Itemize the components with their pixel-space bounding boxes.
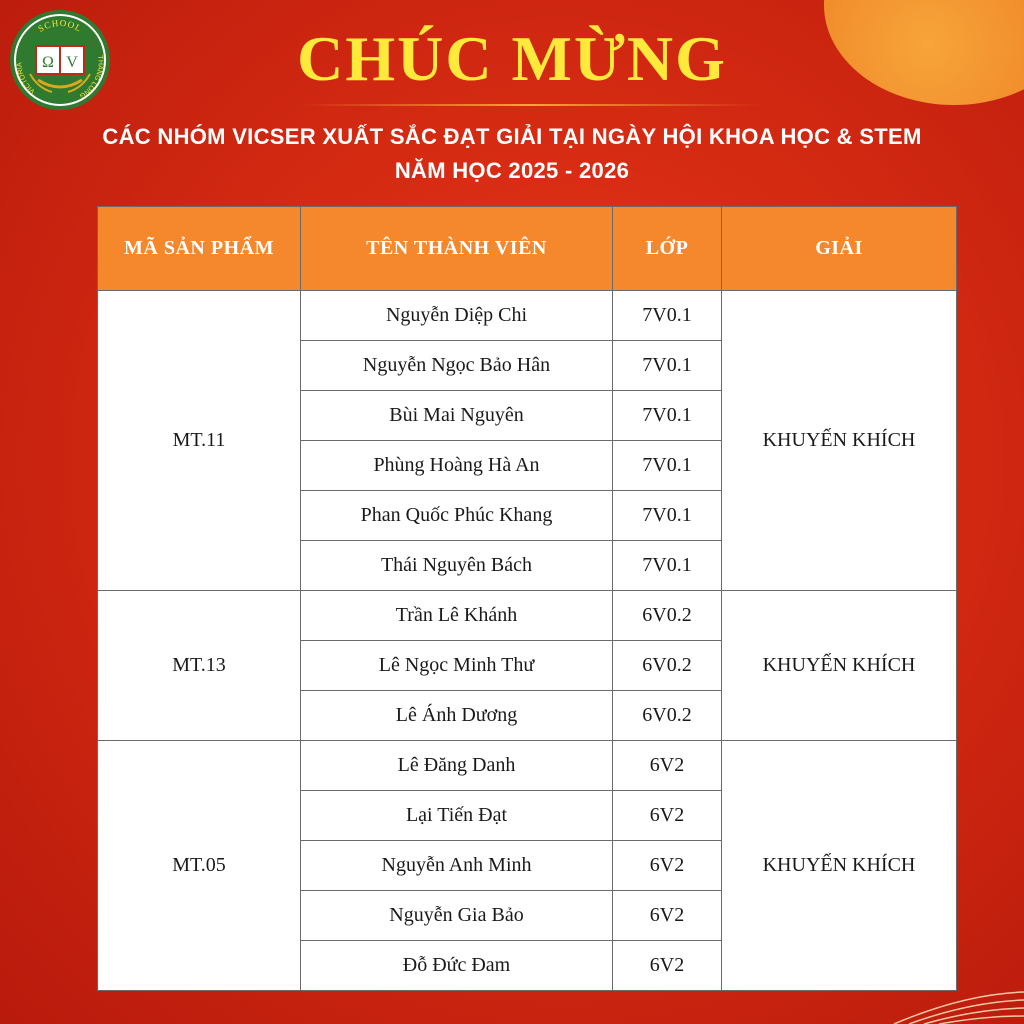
table-row bbox=[98, 741, 957, 791]
member-name-cell: Nguyễn Anh Minh bbox=[301, 841, 613, 891]
member-name-cell: Thái Nguyên Bách bbox=[301, 541, 613, 591]
column-header-member-name: TÊN THÀNH VIÊN bbox=[301, 207, 613, 291]
class-cell: 7V0.1 bbox=[613, 441, 722, 491]
class-cell: 6V0.2 bbox=[613, 641, 722, 691]
logo-ring-text-right: THĂNG LONG bbox=[78, 54, 104, 100]
member-name-cell: Phùng Hoàng Hà An bbox=[301, 441, 613, 491]
product-code-cell: MT.13 bbox=[98, 591, 301, 741]
member-name-cell: Nguyễn Gia Bảo bbox=[301, 891, 613, 941]
member-name-cell: Nguyễn Ngọc Bảo Hân bbox=[301, 341, 613, 391]
class-cell: 7V0.1 bbox=[613, 541, 722, 591]
award-cell: KHUYẾN KHÍCH bbox=[722, 291, 957, 591]
subtitle-line-1: CÁC NHÓM VICSER XUẤT SẮC ĐẠT GIẢI TẠI NGÀY HỘI KHOA HỌC & STEM bbox=[102, 124, 922, 149]
class-cell: 6V2 bbox=[613, 891, 722, 941]
class-cell: 6V2 bbox=[613, 841, 722, 891]
column-header-product-code: MÃ SẢN PHẨM bbox=[98, 207, 301, 291]
member-name-cell: Lại Tiến Đạt bbox=[301, 791, 613, 841]
title-divider bbox=[300, 104, 760, 106]
member-name-cell: Lê Ngọc Minh Thư bbox=[301, 641, 613, 691]
class-cell: 6V2 bbox=[613, 741, 722, 791]
table-row bbox=[98, 591, 957, 641]
column-header-class: LỚP bbox=[613, 207, 722, 291]
awards-table bbox=[97, 206, 957, 991]
column-header-award: GIẢI bbox=[722, 207, 957, 291]
logo-ring-text-top: SCHOOL bbox=[36, 17, 84, 34]
member-name-cell: Lê Đăng Danh bbox=[301, 741, 613, 791]
class-cell: 6V0.2 bbox=[613, 591, 722, 641]
class-cell: 7V0.1 bbox=[613, 341, 722, 391]
logo-book-right-text: V bbox=[66, 54, 78, 71]
product-code-cell: MT.11 bbox=[98, 291, 301, 591]
member-name-cell: Trần Lê Khánh bbox=[301, 591, 613, 641]
award-cell: KHUYẾN KHÍCH bbox=[722, 741, 957, 991]
subtitle-line-2: NĂM HỌC 2025 - 2026 bbox=[394, 158, 630, 183]
member-name-cell: Nguyễn Diệp Chi bbox=[301, 291, 613, 341]
class-cell: 6V0.2 bbox=[613, 691, 722, 741]
class-cell: 7V0.1 bbox=[613, 391, 722, 441]
table-header-row bbox=[98, 207, 957, 291]
page-title: CHÚC MỪNG bbox=[297, 23, 727, 94]
table-row bbox=[98, 291, 957, 341]
award-cell: KHUYẾN KHÍCH bbox=[722, 591, 957, 741]
logo-ring-text-left: VICTORIA bbox=[16, 62, 37, 95]
member-name-cell: Phan Quốc Phúc Khang bbox=[301, 491, 613, 541]
class-cell: 6V2 bbox=[613, 791, 722, 841]
class-cell: 7V0.1 bbox=[613, 291, 722, 341]
class-cell: 6V2 bbox=[613, 941, 722, 991]
member-name-cell: Lê Ánh Dương bbox=[301, 691, 613, 741]
member-name-cell: Đỗ Đức Đam bbox=[301, 941, 613, 991]
class-cell: 7V0.1 bbox=[613, 491, 722, 541]
logo-book-left-text: Ω bbox=[42, 54, 54, 71]
member-name-cell: Bùi Mai Nguyên bbox=[301, 391, 613, 441]
product-code-cell: MT.05 bbox=[98, 741, 301, 991]
